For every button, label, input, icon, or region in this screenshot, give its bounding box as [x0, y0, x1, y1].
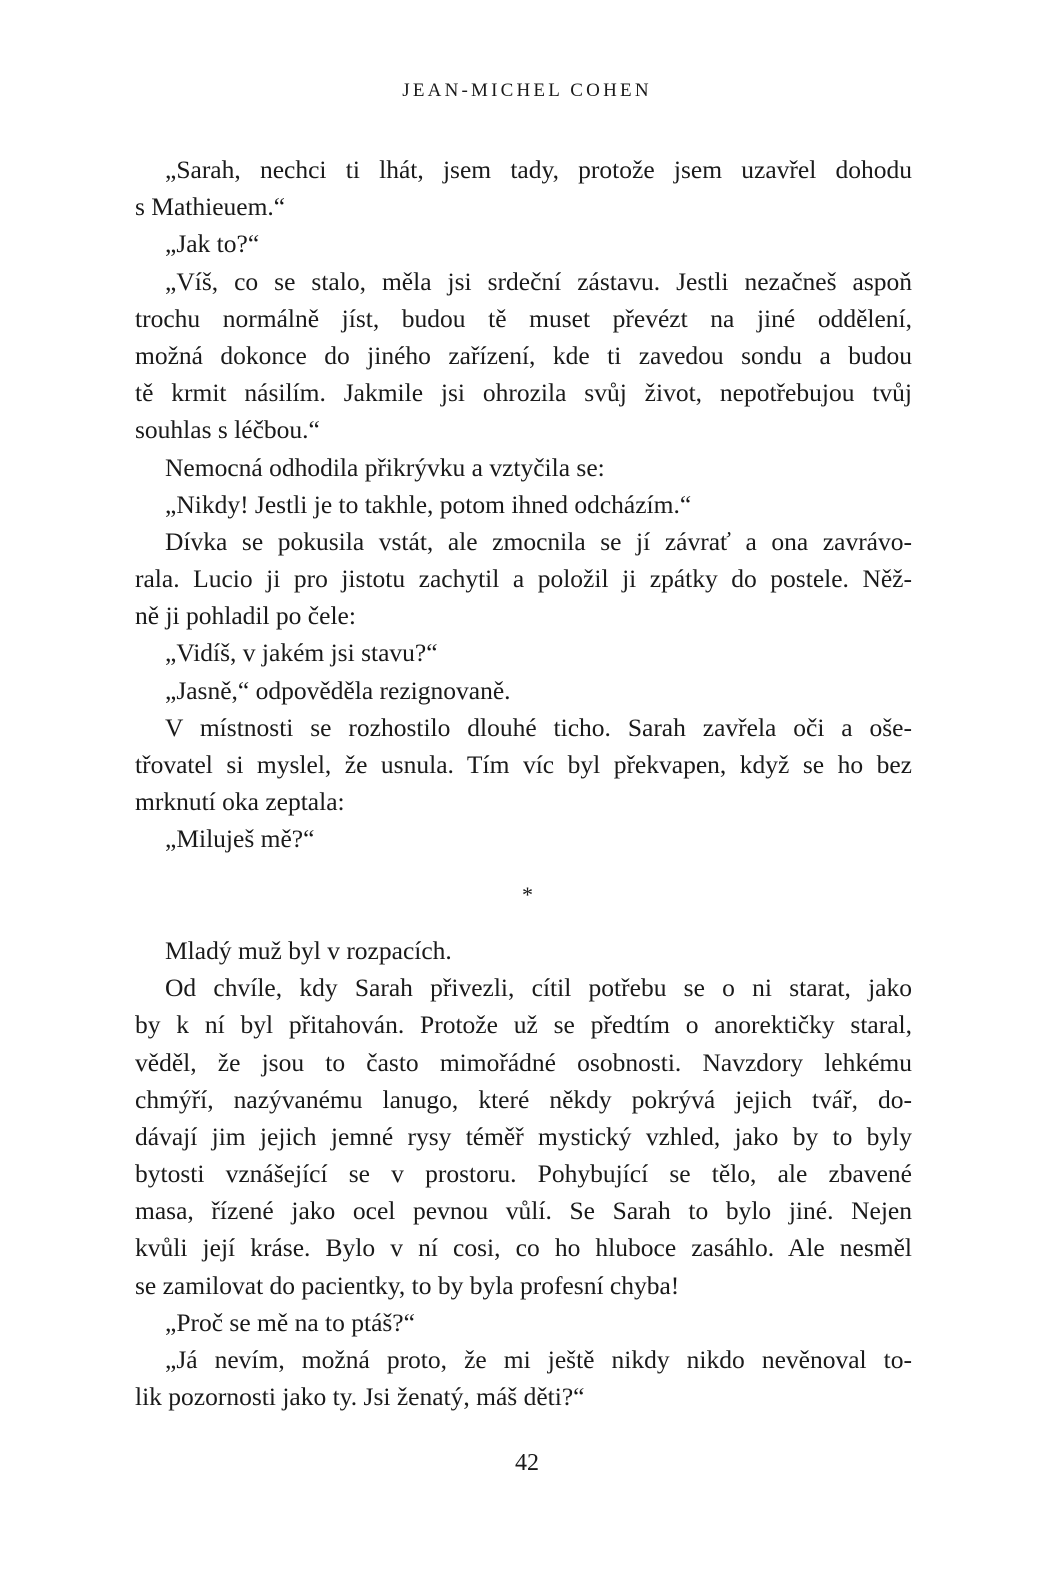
text-line: Dívka se pokusila vstát, ale zmocnila se jí závrať a ona zavrávo-	[165, 526, 912, 556]
text-line: bytosti vznášející se v prostoru. Pohybující se tělo, ale zbavené	[135, 1159, 912, 1189]
text-line: se zamilovat do pacientky, to by byla profesní chyba!	[135, 1270, 680, 1300]
page-number: 42	[515, 1450, 539, 1476]
text-line: „Nikdy! Jestli je to takhle, potom ihned odcházím.“	[165, 489, 692, 519]
text-line: s Mathieuem.“	[135, 192, 286, 222]
paragraph	[135, 151, 912, 225]
text-line: by k ní byl přitahován. Protože už se předtím o anorektičky staral,	[135, 1010, 912, 1040]
paragraph	[135, 225, 912, 262]
paragraph	[135, 672, 912, 709]
text-line: souhlas s léčbou.“	[135, 415, 320, 445]
text-line: mrknutí oka zeptala:	[135, 787, 345, 817]
paragraph	[135, 709, 912, 821]
paragraph	[135, 1341, 912, 1415]
text-line: kvůli její kráse. Bylo v ní cosi, co ho hluboce zasáhlo. Ale nesměl	[135, 1233, 912, 1263]
paragraph	[135, 932, 912, 969]
text-line: Od chvíle, kdy Sarah přivezli, cítil potřebu se o ni starat, jako	[165, 973, 912, 1003]
paragraph	[135, 969, 912, 1304]
text-line: třovatel si myslel, že usnula. Tím víc byl překvapen, když se ho bez	[135, 750, 912, 779]
paragraph	[135, 523, 912, 635]
text-line: „Miluješ mě?“	[165, 824, 315, 854]
text-line: Mladý muž byl v rozpacích.	[165, 935, 452, 965]
paragraph	[135, 263, 912, 449]
text-line: tě krmit násilím. Jakmile jsi ohrozila svůj život, nepotřebujou tvůj	[135, 378, 912, 408]
text-line: možná dokonce do jiného zařízení, kde ti zavedou sondu a budou	[135, 340, 912, 370]
text-line: „Jasně,“ odpověděla rezignovaně.	[165, 675, 511, 705]
paragraph	[135, 634, 912, 671]
text-line: rala. Lucio ji pro jistotu zachytil a položil ji zpátky do postele. Něž-	[135, 564, 912, 594]
text-line: věděl, že jsou to často mimořádné osobnosti. Navzdory lehkému	[135, 1047, 912, 1077]
paragraph	[135, 820, 912, 857]
text-line: Nemocná odhodila přikrývku a vztyčila se:	[165, 452, 605, 482]
text-line: dávají jim jejich jemné rysy téměř mystický vzhled, jako by to byly	[135, 1121, 912, 1151]
running-header: JEAN-MICHEL COHEN	[402, 80, 652, 101]
paragraph	[135, 449, 912, 486]
text-line: „Sarah, nechci ti lhát, jsem tady, protože jsem uzavřel dohodu	[165, 155, 912, 184]
body-text	[135, 151, 912, 1415]
text-line: „Proč se mě na to ptáš?“	[165, 1307, 415, 1337]
text-line: trochu normálně jíst, budou tě muset převézt na jiné oddělení,	[135, 303, 912, 333]
scene-break: *	[522, 881, 533, 907]
text-line: „Vidíš, v jakém jsi stavu?“	[165, 638, 438, 668]
text-line: „Já nevím, možná proto, že mi ještě nikdy nikdo nevěnoval to-	[165, 1345, 912, 1375]
text-line: masa, řízené jako ocel pevnou vůlí. Se Sarah to bylo jiné. Nejen	[135, 1196, 912, 1226]
text-line: „Jak to?“	[165, 229, 260, 259]
text-line: ně ji pohladil po čele:	[135, 601, 356, 631]
text-line: lik pozornosti jako ty. Jsi ženatý, máš děti?“	[135, 1382, 585, 1412]
paragraph	[135, 1304, 912, 1341]
text-line: V místnosti se rozhostilo dlouhé ticho. Sarah zavřela oči a oše-	[165, 712, 912, 742]
text-line: „Víš, co se stalo, měla jsi srdeční zástavu. Jestli nezačneš aspoň	[165, 266, 912, 296]
text-line: chmýří, nazývanému lanugo, které někdy pokrývá jejich tvář, do-	[135, 1084, 912, 1114]
paragraph	[135, 486, 912, 523]
